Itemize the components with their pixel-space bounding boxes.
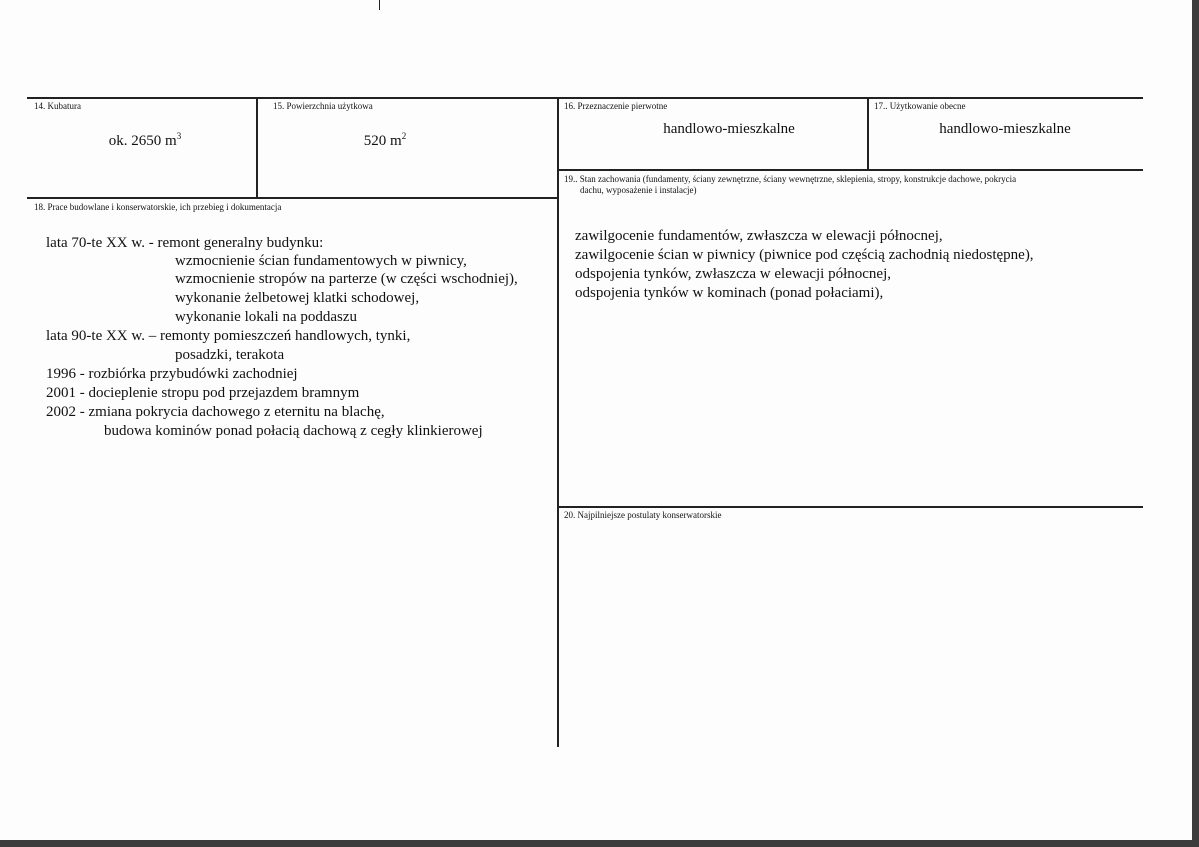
field-18-line-11: budowa kominów ponad połacią dachową z cegły klinkierowej <box>104 423 483 439</box>
top-border <box>27 97 1143 99</box>
field-18-line-7: posadzki, terakota <box>175 347 285 363</box>
field-20-label: 20. Najpilniejsze postulaty konserwatorskie <box>564 510 722 520</box>
field-16-label: 16. Przeznaczenie pierwotne <box>564 101 668 111</box>
field-15-value <box>300 131 470 150</box>
field-14-value <box>60 131 230 150</box>
field-17-value: handlowo-mieszkalne <box>939 121 1071 137</box>
field-14-label: 14. Kubatura <box>34 101 81 111</box>
field-19-line-1: zawilgocenie fundamentów, zwłaszcza w elewacji północnej, <box>575 228 943 244</box>
divider-14-15 <box>256 97 258 198</box>
field-17-label: 17.. Użytkowanie obecne <box>874 101 966 111</box>
border-above-19 <box>557 169 1143 171</box>
divider-left-right <box>557 97 559 747</box>
border-above-20 <box>557 506 1143 508</box>
top-tick-mark <box>379 0 380 10</box>
field-19-line-4: odspojenia tynków w kominach (ponad połaciami), <box>575 285 884 301</box>
field-14-number: ok. 2650 <box>108 133 162 149</box>
field-16-value: handlowo-mieszkalne <box>663 121 795 137</box>
field-19-label-line-1: 19.. Stan zachowania (fundamenty, ściany zewnętrzne, ściany wewnętrzne, sklepienia, stropy, konstrukcje dachowe, pokrycia <box>564 174 1017 184</box>
field-19-line-3: odspojenia tynków, zwłaszcza w elewacji północnej, <box>575 266 891 282</box>
field-18-line-5: wykonanie lokali na poddaszu <box>175 309 358 325</box>
field-18-line-2: wzmocnienie ścian fundamentowych w piwnicy, <box>175 253 467 269</box>
field-19-line-2: zawilgocenie ścian w piwnicy (piwnice pod częścią zachodnią niedostępne), <box>575 247 1034 263</box>
field-18-line-10: 2002 - zmiana pokrycia dachowego z eternitu na blachę, <box>46 404 385 420</box>
field-18-line-6: lata 90-te XX w. – remonty pomieszczeń handlowych, tynki, <box>46 328 411 344</box>
field-15-unit: $m^2$ <box>390 131 407 149</box>
field-18-line-9: 2001 - docieplenie stropu pod przejazdem bramnym <box>46 385 360 401</box>
field-14-unit: $m^3$ <box>165 131 182 149</box>
field-18-line-3: wzmocnienie stropów na parterze (w części wschodniej), <box>175 271 518 287</box>
divider-16-17 <box>867 97 869 170</box>
field-18-label: 18. Prace budowlane i konserwatorskie, ich przebieg i dokumentacja <box>34 202 282 212</box>
border-above-18 <box>27 197 557 199</box>
field-18-line-1: lata 70-te XX w. - remont generalny budynku: <box>46 235 324 251</box>
field-15-number: 520 <box>363 133 387 149</box>
field-19-label-line-2: dachu, wyposażenie i instalacje) <box>580 185 697 195</box>
field-18-line-4: wykonanie żelbetowej klatki schodowej, <box>175 290 420 306</box>
field-15-label: 15. Powierzchnia użytkowa <box>273 101 373 111</box>
field-18-line-8: 1996 - rozbiórka przybudówki zachodniej <box>46 366 298 382</box>
